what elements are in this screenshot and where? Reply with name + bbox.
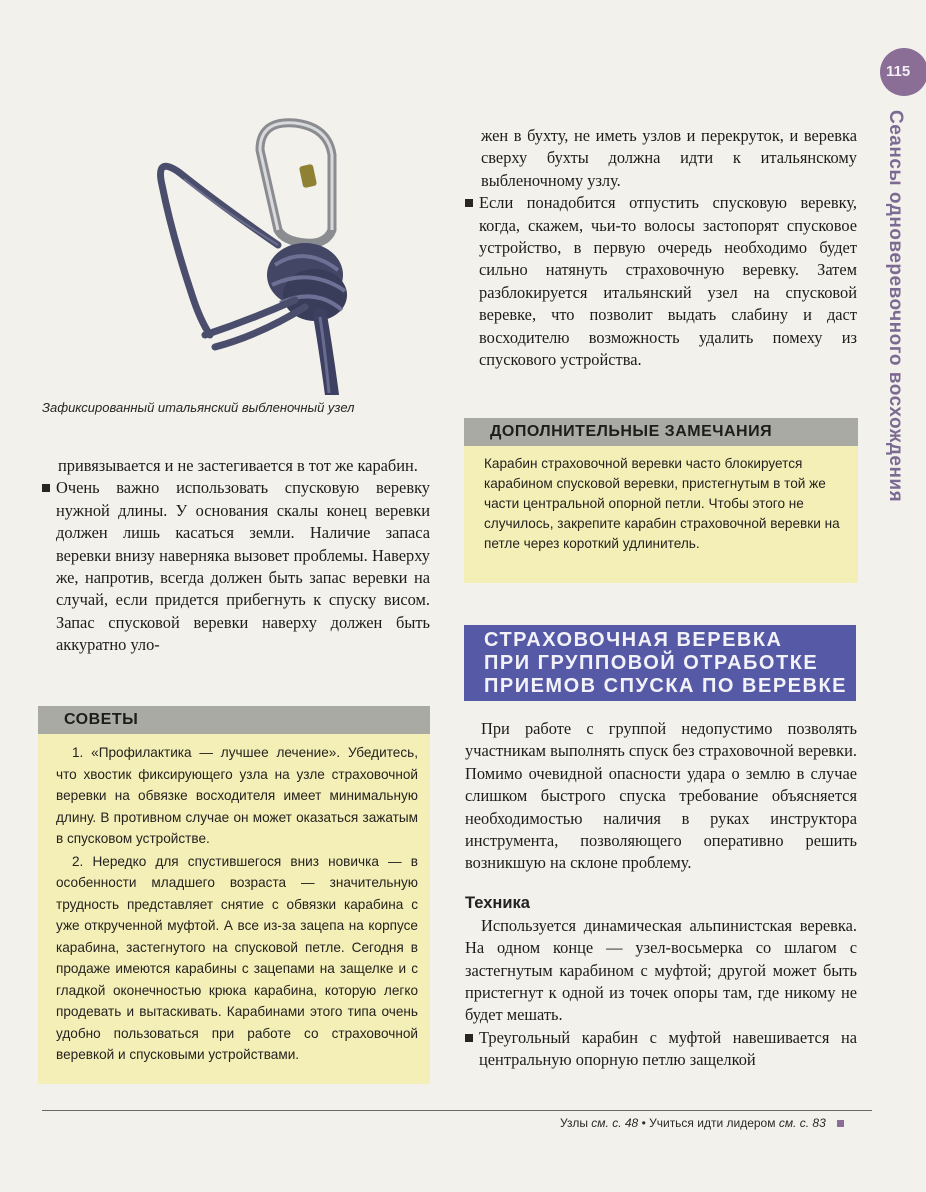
technique-bullet-1 bbox=[465, 1027, 857, 1072]
left-bullet-1 bbox=[42, 477, 430, 656]
footer-ref-2-page: см. с. 83 bbox=[778, 1116, 826, 1130]
technique-heading: Техника bbox=[465, 893, 530, 912]
right-bullet-1 bbox=[465, 192, 857, 371]
section-heading bbox=[464, 625, 856, 701]
carabiner-knot-illustration bbox=[100, 95, 430, 395]
technique-bullet-1-text: Треугольный карабин с муфтой навешивается на центральную опорную петлю защелкой bbox=[479, 1027, 857, 1070]
left-column bbox=[42, 455, 430, 657]
technique-text: Используется динамическая альпинистская веревка. На одном конце — узел-восьмерка со шлагом с застегнутым карабином с муфтой; другой может быть пристегнут к одной из точек опоры там, где никому не будет мешать. bbox=[465, 915, 857, 1025]
tip-item-2: 2. Нередко для спустившегося вниз новичка — в особенности младшего возраста — значительную трудность представляет снятие с обвязки карабина с уже открученной муфтой. А все из-за зацепа на корпусе карабина, застегнутого на спусковой петле. Сегодня в продаже имеются карабины с зацепами на защелке и с гладкой оконечностью крюка карабина, которую легко продевать и вытаскивать. Карабинами этого типа очень удобно пользоваться при работе со страховочной веревкой и спусковыми устройствами. bbox=[56, 853, 418, 1062]
tips-box-title: СОВЕТЫ bbox=[38, 706, 430, 734]
side-chapter-title-text: Сеансы одноверевочного восхождения bbox=[885, 110, 906, 503]
right-column-bottom bbox=[465, 718, 857, 1072]
carabiner-photo bbox=[100, 95, 430, 395]
section-heading-line-2: ПРИ ГРУППОВОЙ ОТРАБОТКЕ bbox=[484, 652, 819, 674]
left-bullet-1-text: Очень важно использовать спусковую веревку нужной длины. У основания скалы конец веревки должен лишь касаться земли. Наличие запаса веревки внизу наверняка вызовет проблемы. Наверху же, напротив, всегда должен быть запас веревки на случай, если придется прибегнуть к спуску висом. Запас спусковой веревки наверху должен быть аккуратно уло- bbox=[56, 478, 430, 655]
footer-ref-2-label: Учиться идти лидером bbox=[649, 1116, 776, 1130]
bullet-square-icon bbox=[465, 199, 473, 207]
right-continuation-text: жен в бухту, не иметь узлов и перекруток, и веревка сверху бухты должна идти к итальянскому выбленочному узлу. bbox=[481, 126, 857, 190]
tips-box-body bbox=[38, 734, 430, 1066]
photo-caption: Зафиксированный итальянский выбленочный узел bbox=[42, 400, 355, 415]
right-column-top bbox=[465, 125, 857, 371]
notes-box-title: ДОПОЛНИТЕЛЬНЫЕ ЗАМЕЧАНИЯ bbox=[464, 418, 858, 446]
side-chapter-title bbox=[872, 110, 912, 530]
tips-box bbox=[38, 706, 430, 1084]
footer-square-icon bbox=[837, 1120, 844, 1127]
bullet-square-icon bbox=[465, 1034, 473, 1042]
notes-box bbox=[464, 418, 858, 583]
section-heading-line-1: СТРАХОВОЧНАЯ ВЕРЕВКА bbox=[484, 629, 783, 651]
section-heading-line-3: ПРИЕМОВ СПУСКА ПО ВЕРЕВКЕ bbox=[484, 675, 847, 697]
bullet-square-icon bbox=[42, 484, 50, 492]
footer-rule bbox=[42, 1110, 872, 1111]
footer-ref-1-label: Узлы bbox=[560, 1116, 588, 1130]
section-intro-text: При работе с группой недопустимо позволять участникам выполнять спуск без страховочной веревки. Помимо очевидной опасности удара о землю в случае слишком быстрого спуска требование объясняется необходимостью наличия в руках инструктора инструмента, позволяющего оперативно решить возникшую на склоне проблему. bbox=[465, 719, 857, 873]
footer-ref-1-page: см. с. 48 bbox=[591, 1116, 639, 1130]
page-number: 115 bbox=[880, 48, 926, 96]
notes-box-body: Карабин страховочной веревки часто блокируется карабином спусковой веревки, пристегнутым в той же части центральной опорной петли. Чтобы этого не случилось, закрепите карабин страховочной веревки на петле через короткий удлинитель. bbox=[484, 456, 840, 551]
tip-item-1: 1. «Профилактика — лучшее лечение». Убедитесь, что хвостик фиксирующего узла на узле страховочной веревки на обвязке восходителя имеет минимальную длину. В противном случае он может оказаться зажатым в спусковом устройстве. bbox=[56, 745, 418, 846]
left-continuation-text: привязывается и не застегивается в тот же карабин. bbox=[58, 456, 418, 475]
footer-cross-references bbox=[560, 1116, 844, 1130]
right-bullet-1-text: Если понадобится отпустить спусковую веревку, когда, скажем, чьи-то волосы застопорят спусковое устройство, в первую очередь необходимо будет сильно натянуть страховочную веревку. Затем разблокируется итальянский узел на спусковой веревке, что позволит выдать слабину и даст восходителю возможность удалить помеху из спускового устройства. bbox=[479, 193, 857, 370]
footer-separator: • bbox=[641, 1116, 646, 1130]
